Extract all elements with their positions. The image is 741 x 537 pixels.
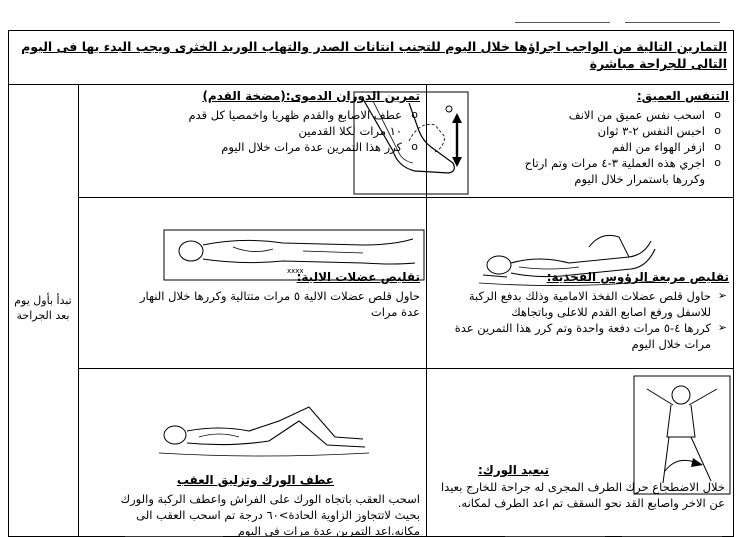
list-item: o احبس النفس ٢-٣ ثوان: [493, 123, 723, 139]
hip-flexion-illustration: [159, 401, 371, 461]
top-rule-right: [625, 22, 720, 23]
hip-flexion-text: اسحب العقب باتجاه الورك على الفراش واعطف الركبة والورك بحيث لاتتجاوز الزاوية الحادة>٦٠ درجة تم اسحب العقب الى مكانه.اعد التمرين عدة مرات في اليوم: [120, 492, 420, 537]
list-item: o ازفر الهواء من الفم: [493, 139, 723, 155]
list-item: o اجري هذه العملية ٣-٤ مرات وتم ارتاح وكررها باستمرار خلال اليوم: [493, 155, 723, 187]
hip-flexion-heading: عطف الورك وتزليق العقب: [176, 473, 334, 487]
hip-abduction-heading: تبعيد الورك:: [477, 463, 549, 477]
list-item: ➢ كررها ٤-٥ مرات دفعة واحدة وتم كرر هذا التمرين عدة مرات خلال اليوم: [439, 320, 729, 352]
circulation-heading: تمرين الدوران الدموى:(مضخة القدم): [202, 89, 420, 103]
side-note: تبدأ بأول يوم بعد الجراحة: [14, 294, 72, 322]
deep-breathing-list: [493, 107, 723, 187]
glutes-heading: تقليص عضلات الالية:: [296, 270, 420, 284]
glutes-text: حاول قلص عضلات الالية ٥ مرات متتالية وكررها خلال النهار عدة مرات: [139, 289, 420, 319]
glutes-cell: [79, 198, 427, 369]
glutes-image-label: xxxx: [287, 267, 304, 275]
list-item: o اسحب نفس عميق من الانف: [493, 107, 723, 123]
quads-list: [439, 288, 729, 352]
top-rule-left: [515, 22, 610, 23]
page-title: التمارين التالية من الواجب اجراؤها خلال اليوم للتجنب انتانات الصدر والتهاب الوريد الخثرى ويجب البدء بها فى اليوم التالى للجراحة مباشرة: [9, 31, 733, 85]
side-note-cell: [9, 85, 79, 537]
quads-illustration: [479, 227, 657, 293]
glutes-illustration: [163, 229, 425, 281]
deep-breathing-cell: [427, 85, 733, 198]
list-item: ➢ حاول قلص عضلات الفخذ الامامية وذلك بدفع الركبة للاسفل ورفع اصابع القدم للاعلى وباتجاهك: [439, 288, 729, 320]
hip-abduction-illustration: [633, 375, 731, 495]
foot-pump-illustration: [353, 91, 469, 195]
list-item: o كرر هذا التمرين عدة مرات خلال اليوم: [182, 139, 420, 155]
hip-abduction-text: خلال الاضطجاع حرك الطرف المجرى له جراحة للخارج بعيدا عن الاخر واصابع القد نحو السقف تم اعد الطرف لمكانه.: [440, 480, 725, 510]
list-item: o عطف الاصابع والقدم ظهريا واخمصيا كل قدم ١٠ مرات لكلا القدمين: [182, 107, 420, 139]
quads-heading: تقليص مربعة الرؤوس الفخذية:: [546, 270, 729, 284]
exercise-sheet: [8, 30, 734, 537]
deep-breathing-heading: التنفس العميق:: [636, 89, 729, 103]
